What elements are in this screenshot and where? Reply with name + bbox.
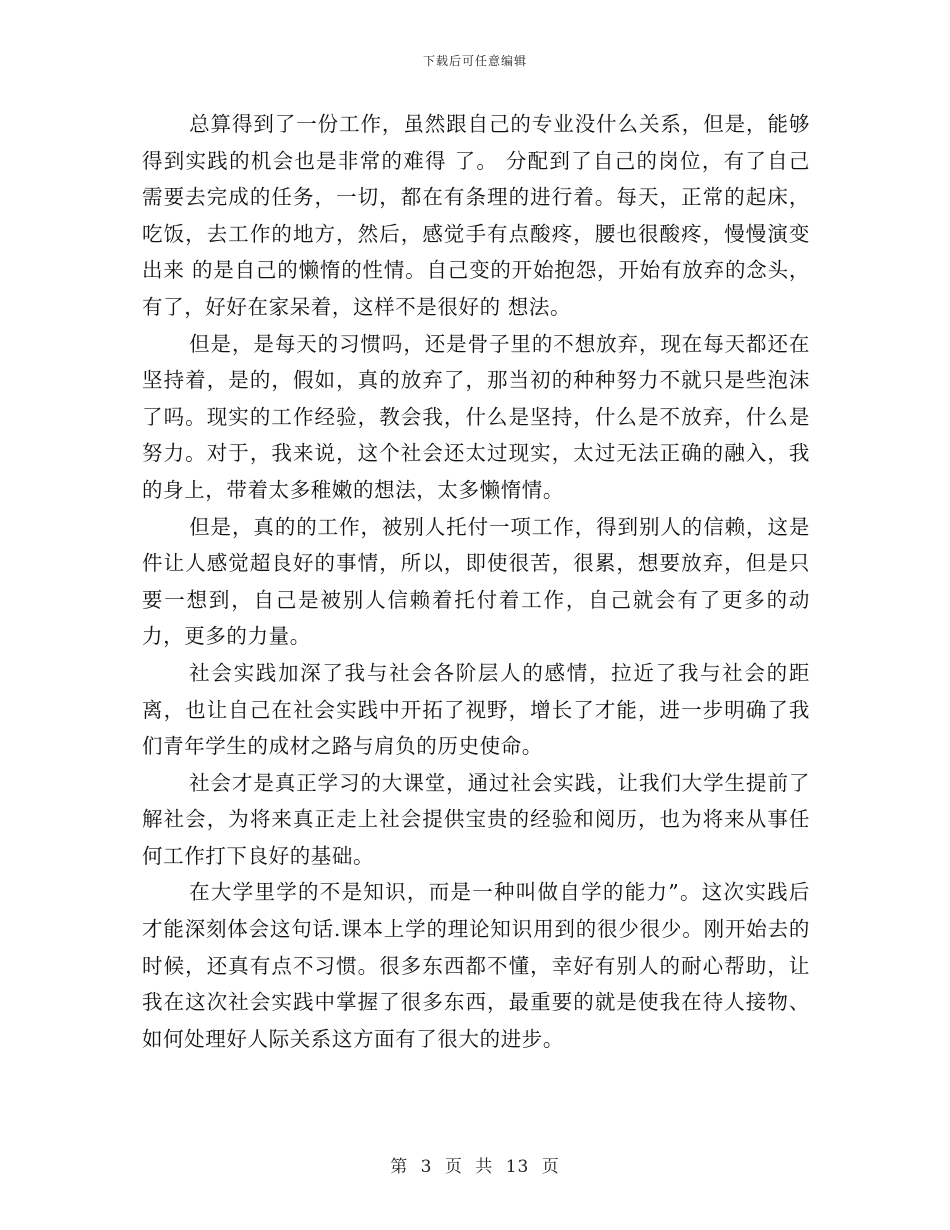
paragraph-6: 在大学里学的不是知识，而是一种叫做自学的能力”。这次实践后才能深刻体会这句话.课本上学的理论知识用到的很少很少。刚开始去的时候，还真有点不习惯。很多东西都不懂，幸好有别人的耐心帮助，让我在这次社会实践中掌握了很多东西，最重要的就是使我在待人接物、如何处理好人际关系这方面有了很大的进步。 xyxy=(142,880,810,1051)
page-footer: 第 3 页 共 13 页 xyxy=(390,1157,560,1177)
paragraph-3: 但是，真的的工作，被别人托付一项工作，得到别人的信赖，这是件让人感觉超良好的事情，所以，即使很苦，很累，想要放弃，但是只要一想到，自己是被别人信赖着托付着工作，自己就会有了更多的动力，更多的力量。 xyxy=(142,514,810,649)
paragraph-5: 社会才是真正学习的大课堂，通过社会实践，让我们大学生提前了解社会，为将来真正走上社会提供宝贵的经验和阅历，也为将来从事任何工作打下良好的基础。 xyxy=(142,770,810,868)
paragraph-4: 社会实践加深了我与社会各阶层人的感情，拉近了我与社会的距离，也让自己在社会实践中开拓了视野，增长了才能，进一步明确了我们青年学生的成材之路与肩负的历史使命。 xyxy=(142,660,810,759)
document-body xyxy=(142,106,810,1057)
paragraph-1: 总算得到了一份工作，虽然跟自己的专业没什么关系，但是，能够得到实践的机会也是非常的难得 了。 分配到了自己的岗位，有了自己需要去完成的任务，一切，都在有条理的进行着。每天，正常的起床，吃饭，去工作的地方，然后，感觉手有点酸疼，腰也很酸疼，慢慢演变出来 的是自己的懒惰的性情。自己变的开始抱怨，开始有放弃的念头，有了，好好在家呆着，这样不是很好的 想法。 xyxy=(142,112,810,319)
page-header: 下载后可任意编辑 xyxy=(422,54,527,68)
paragraph-2: 但是，是每天的习惯吗，还是骨子里的不想放弃，现在每天都还在坚持着，是的，假如，真的放弃了，那当初的种种努力不就只是些泡沫了吗。现实的工作经验，教会我，什么是坚持，什么是不放弃，什么是努力。对于，我来说，这个社会还太过现实，太过无法正确的融入，我的身上，带着太多稚嫩的想法，太多懒惰情。 xyxy=(142,331,810,502)
